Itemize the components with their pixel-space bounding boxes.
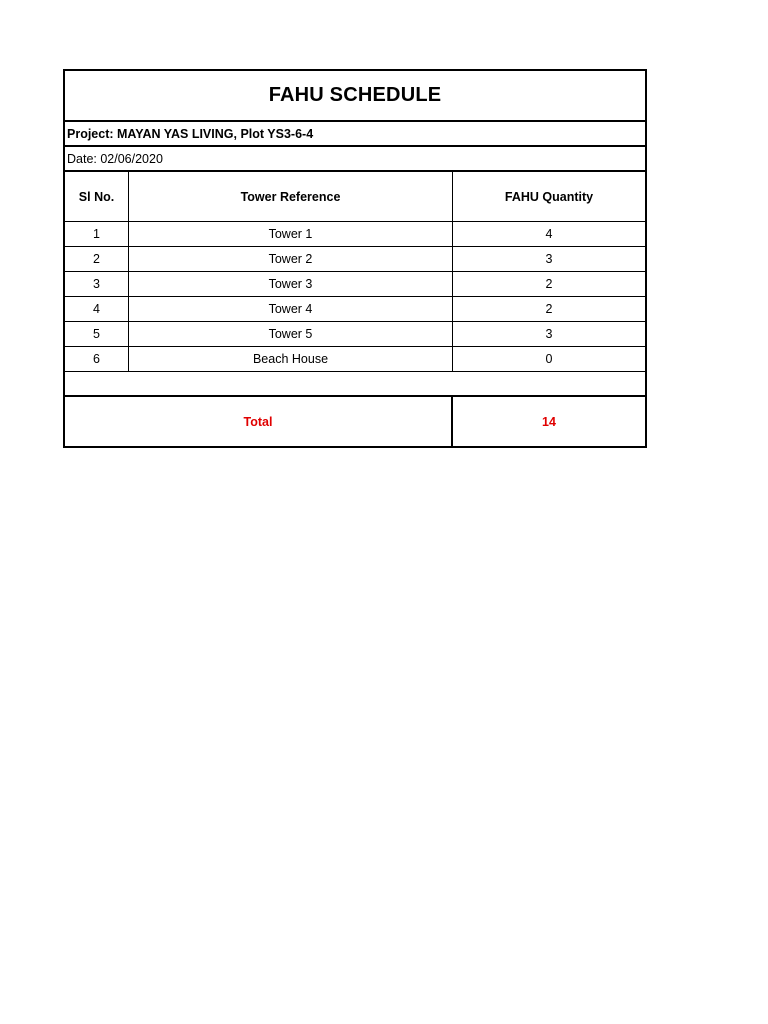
cell-sl-no: 4 <box>65 297 129 321</box>
page-title: FAHU SCHEDULE <box>268 84 442 106</box>
cell-sl-no: 5 <box>65 322 129 346</box>
table-row <box>65 322 645 347</box>
cell-fahu-quantity: 4 <box>545 227 553 241</box>
table-row <box>65 347 645 372</box>
table-row <box>65 272 645 297</box>
cell-tower-reference: Tower 1 <box>129 222 453 246</box>
cell-tower-reference: Tower 2 <box>129 247 453 271</box>
project-row <box>65 122 645 147</box>
title-row <box>65 71 645 122</box>
header-sl-no: Sl No. <box>65 172 129 221</box>
cell-fahu-quantity: 3 <box>545 252 553 266</box>
table-row <box>65 222 645 247</box>
total-row <box>65 397 645 446</box>
cell-sl-no: 1 <box>65 222 129 246</box>
total-value: 14 <box>542 414 556 429</box>
empty-row <box>65 372 645 397</box>
total-label: Total <box>65 397 453 446</box>
cell-tower-reference: Tower 5 <box>129 322 453 346</box>
table-row <box>65 247 645 272</box>
project-label: Project: MAYAN YAS LIVING, Plot YS3-6-4 <box>67 126 314 141</box>
cell-fahu-quantity: 3 <box>545 327 553 341</box>
cell-tower-reference: Tower 4 <box>129 297 453 321</box>
fahu-schedule-table <box>63 69 647 448</box>
cell-sl-no: 2 <box>65 247 129 271</box>
cell-fahu-quantity: 2 <box>545 302 553 316</box>
cell-tower-reference: Beach House <box>129 347 453 371</box>
cell-sl-no: 6 <box>65 347 129 371</box>
cell-fahu-quantity: 0 <box>545 352 553 366</box>
header-tower-reference: Tower Reference <box>129 172 453 221</box>
cell-sl-no: 3 <box>65 272 129 296</box>
date-label: Date: 02/06/2020 <box>67 151 163 166</box>
date-row <box>65 147 645 172</box>
table-row <box>65 297 645 322</box>
cell-tower-reference: Tower 3 <box>129 272 453 296</box>
table-header-row <box>65 172 645 222</box>
header-fahu-quantity: FAHU Quantity <box>504 189 594 204</box>
cell-fahu-quantity: 2 <box>545 277 553 291</box>
